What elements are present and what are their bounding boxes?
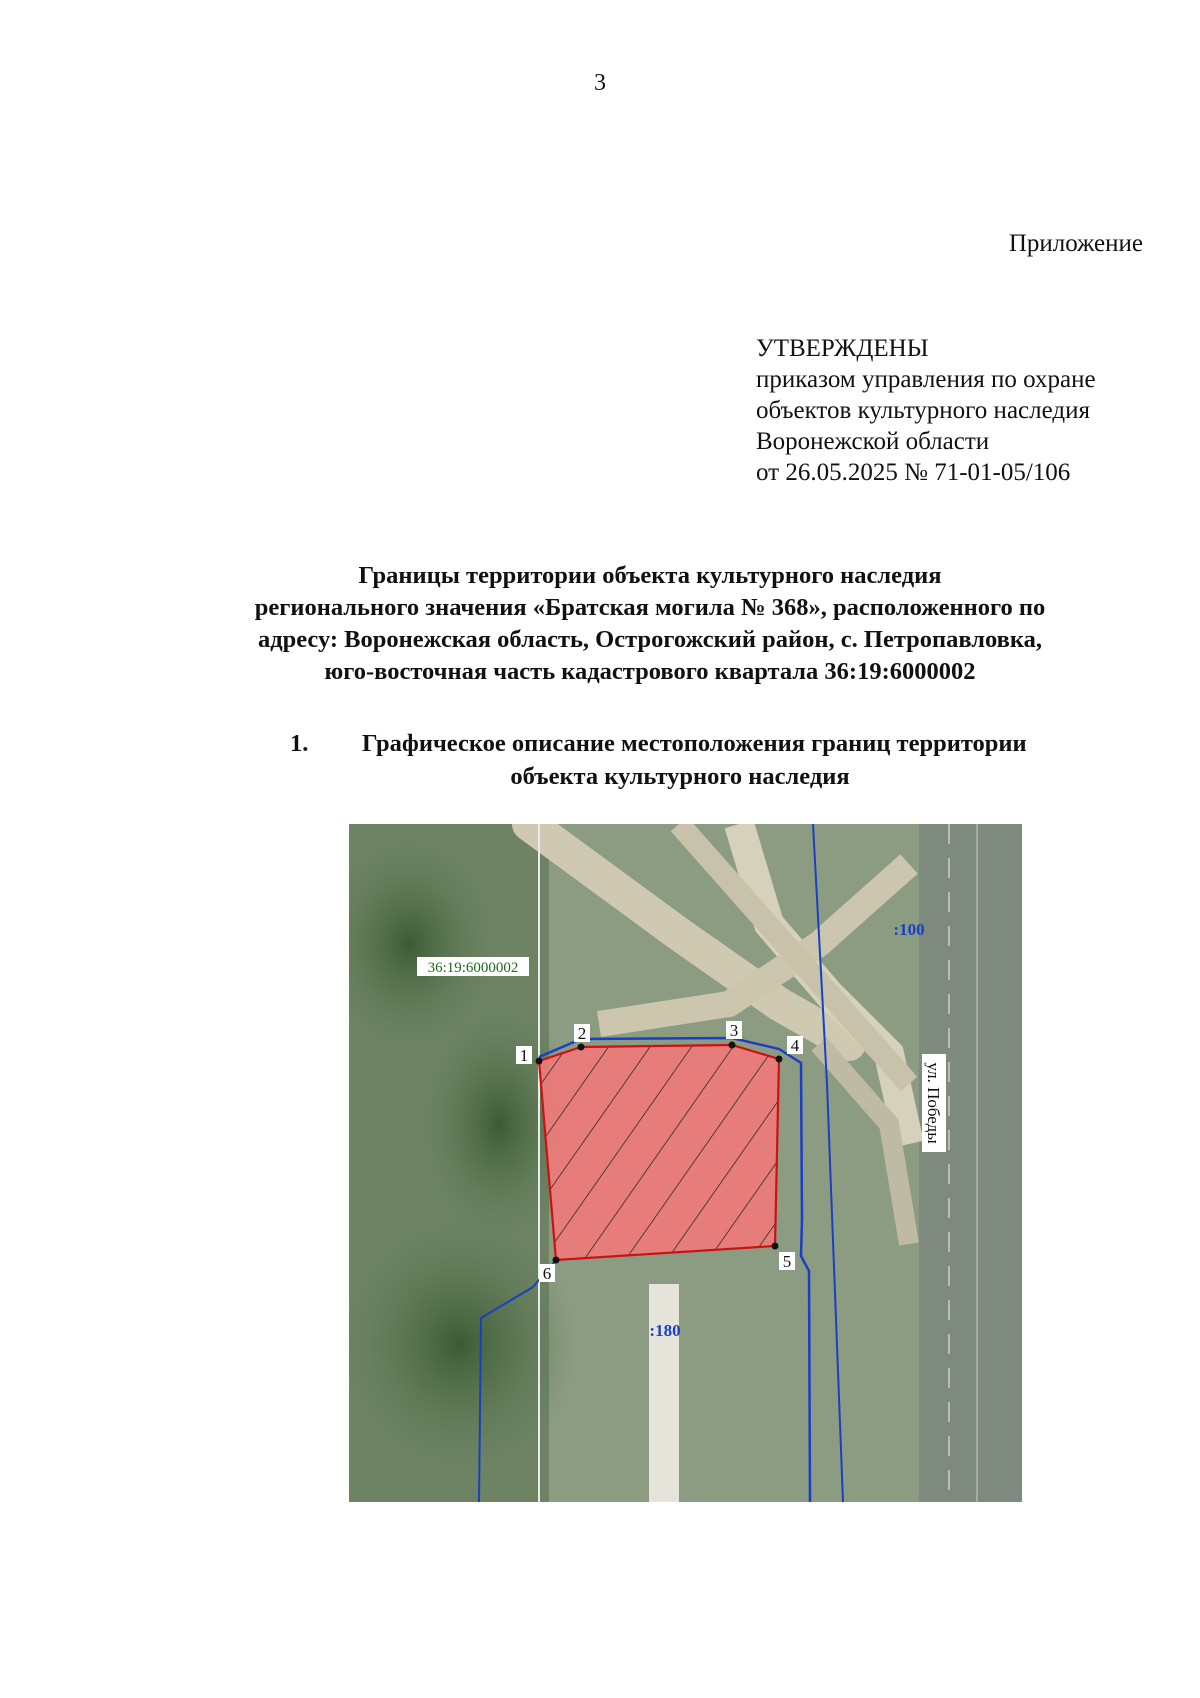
page-number: 3 <box>594 70 606 96</box>
monument-territory-hatch <box>539 1045 779 1260</box>
turning-point-3 <box>729 1042 736 1049</box>
section-line-2: объекта культурного наследия <box>510 763 850 790</box>
road-surface <box>919 824 1022 1502</box>
map-svg <box>349 824 1022 1502</box>
point-label-2: 2 <box>577 1024 587 1043</box>
street-label: ул. Победы <box>924 1062 943 1144</box>
point-label-6: 6 <box>542 1264 552 1283</box>
approval-line-5: от 26.05.2025 № 71-01-05/106 <box>756 459 1071 486</box>
approval-line-4: Воронежской области <box>756 428 990 455</box>
approval-line-3: объектов культурного наследия <box>756 397 1090 424</box>
document-title <box>150 560 1150 688</box>
point-label-1: 1 <box>519 1046 529 1065</box>
title-line-2: регионального значения «Братская могила № 368», расположенного по <box>254 594 1046 621</box>
point-label-3: 3 <box>729 1021 739 1040</box>
title-line-1: Границы территории объекта культурного наследия <box>358 562 942 589</box>
south-alley <box>649 1284 679 1502</box>
turning-point-1 <box>536 1058 543 1065</box>
point-label-4: 4 <box>790 1036 800 1055</box>
title-line-3: адресу: Воронежская область, Острогожский район, с. Петропавловка, <box>257 626 1043 653</box>
boundary-map <box>349 824 1022 1502</box>
turning-point-6 <box>553 1257 560 1264</box>
approval-block <box>756 333 1096 488</box>
section-heading <box>150 727 1150 793</box>
turning-point-2 <box>578 1044 585 1051</box>
quarter-label: 36:19:6000002 <box>427 960 519 976</box>
title-line-4: юго-восточная часть кадастрового квартала 36:19:6000002 <box>324 658 976 685</box>
section-line-1: Графическое описание местоположения границ территории <box>362 730 1027 757</box>
parcel-label-180: :180 <box>649 1321 681 1340</box>
approval-line-1: УТВЕРЖДЕНЫ <box>756 335 929 362</box>
tree-cluster <box>349 1214 579 1474</box>
parcel-label-100: :100 <box>893 920 925 939</box>
turning-point-5 <box>772 1243 779 1250</box>
point-label-5: 5 <box>782 1252 792 1271</box>
appendix-label: Приложение <box>1008 230 1143 257</box>
section-number: 1. <box>290 730 309 757</box>
approval-line-2: приказом управления по охране <box>756 366 1096 393</box>
turning-point-4 <box>776 1056 783 1063</box>
